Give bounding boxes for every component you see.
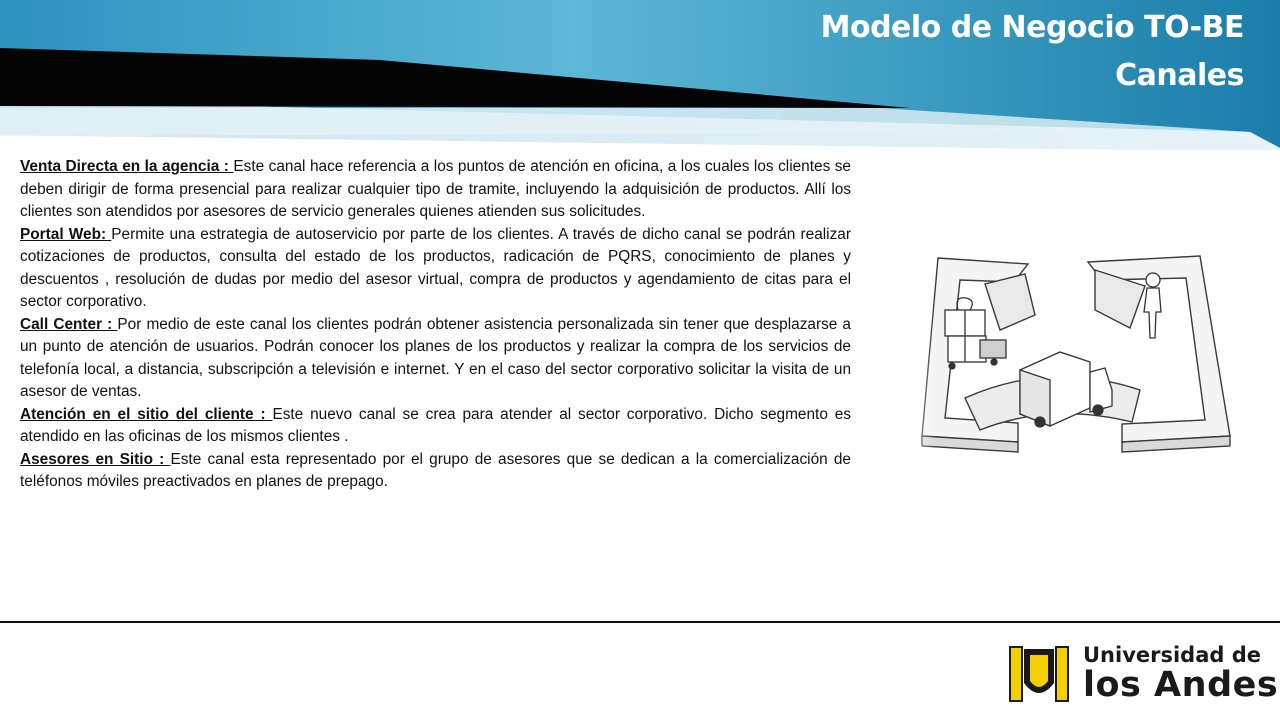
header-band [0,0,1280,150]
channel-paragraph [20,314,851,404]
channel-text: Este canal hace referencia a los puntos de atención en oficina, a los cuales los clientes se deben dirigir de forma presencial para realizar cualquier tipo de tramite, incluyendo la adquisición de productos. Allí los clientes son atendidos por asesores de servicio generales quienes atienden sus solicitudes. [20,158,851,220]
university-logo [1008,643,1279,705]
channel-term: Venta Directa en la agencia : [20,158,234,175]
university-name [1083,643,1278,703]
channel-paragraph [20,224,851,314]
footer-divider [0,621,1280,623]
channel-text: Este nuevo canal se crea para atender al sector corporativo. Dicho segmento es atendido en las oficinas de los mismos clientes . [20,405,851,445]
university-shield-icon [1008,643,1070,705]
channel-term: Atención en el sitio del cliente : [20,405,273,423]
channel-term: Portal Web: [20,225,112,243]
channel-text: Este canal esta representado por el grupo de asesores que se dedican a la comercialización de teléfonos móviles preactivados en planes de prepago. [20,450,851,490]
channel-text: Permite una estrategia de autoservicio por parte de los clientes. A través de dicho canal se podrán realizar cotizaciones de productos, consulta del estado de los productos, radicación de PQRS, conocimiento de planes y descuentos , resolución de dudas por medio del asesor virtual, compra de productos y agendamiento de citas para el sector corporativo. [20,225,851,310]
university-name-line1: Universidad de [1083,643,1262,667]
university-name-line2: los Andes [1083,665,1279,705]
slide-title [821,4,1244,100]
slide-title-line1: Modelo de Negocio TO-BE [820,10,1244,45]
channel-paragraph [20,156,851,224]
channel-text: Por medio de este canal los clientes podrán obtener asistencia personalizada sin tener que desplazarse a un punto de atención de usuarios. Podrán conocer los planes de los productos y realizar la compra de los servicios de telefonía local, a distancia, subscripción a televisión e internet. Y en el caso del sector corporativo solicitar la visita de un asesor de ventas. [20,315,851,400]
channel-paragraph [20,404,851,449]
channel-term: Call Center : [20,315,118,333]
channels-description [20,156,851,494]
channel-paragraph [20,449,851,494]
channels-isometric-illustration [890,240,1275,498]
channel-term: Asesores en Sitio : [20,450,171,468]
slide-title-line2: Canales [1115,58,1244,93]
